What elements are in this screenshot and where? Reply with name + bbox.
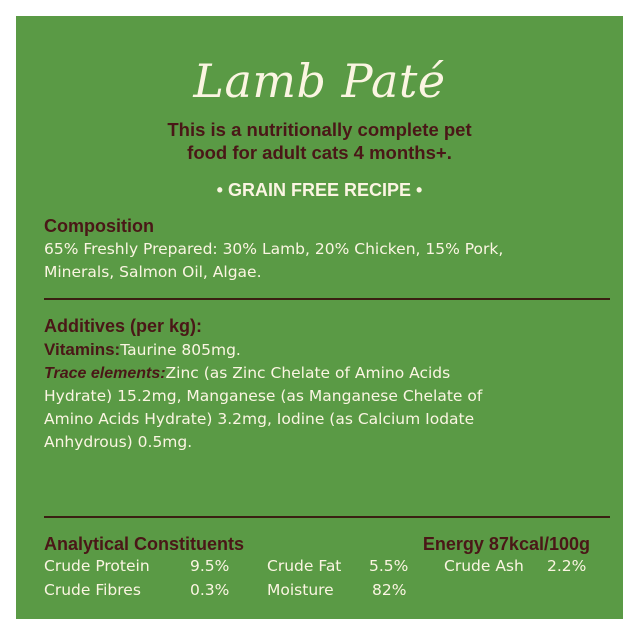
crude-ash-value: 2.2% bbox=[547, 557, 587, 575]
moisture-value: 82% bbox=[372, 581, 407, 599]
composition-text bbox=[44, 238, 503, 284]
energy-value: Energy 87kcal/100g bbox=[422, 534, 590, 554]
additives-heading: Additives (per kg): bbox=[44, 316, 203, 336]
crude-protein-value: 9.5% bbox=[190, 557, 230, 575]
crude-protein-label: Crude Protein bbox=[44, 557, 150, 575]
additives-text bbox=[44, 338, 482, 454]
trace-line-2: Hydrate) 15.2mg, Manganese (as Manganese Chelate of bbox=[44, 387, 483, 405]
composition-line-2: Minerals, Salmon Oil, Algae. bbox=[44, 263, 262, 281]
vitamins-line bbox=[44, 338, 482, 362]
trace-text-1: Zinc (as Zinc Chelate of Amino Acids bbox=[165, 364, 451, 382]
product-title: Lamb Paté bbox=[193, 54, 446, 108]
trace-line-1 bbox=[44, 362, 482, 385]
vitamins-label: Vitamins: bbox=[44, 340, 121, 359]
crude-ash-label: Crude Ash bbox=[444, 557, 524, 575]
intro-line-1: This is a nutritionally complete pet bbox=[167, 119, 472, 140]
analytical-heading: Analytical Constituents bbox=[44, 534, 245, 554]
divider-2 bbox=[44, 516, 610, 518]
trace-line-4: Anhydrous) 0.5mg. bbox=[44, 433, 193, 451]
grain-free-badge: • GRAIN FREE RECIPE • bbox=[216, 180, 423, 200]
intro-text bbox=[16, 118, 623, 164]
divider-1 bbox=[44, 298, 610, 300]
intro-line-2: food for adult cats 4 months+. bbox=[187, 142, 452, 163]
moisture-label: Moisture bbox=[267, 581, 334, 599]
crude-fibres-label: Crude Fibres bbox=[44, 581, 141, 599]
trace-line-3: Amino Acids Hydrate) 3.2mg, Iodine (as Calcium Iodate bbox=[44, 410, 475, 428]
crude-fibres-value: 0.3% bbox=[190, 581, 230, 599]
crude-fat-label: Crude Fat bbox=[267, 557, 342, 575]
crude-fat-value: 5.5% bbox=[369, 557, 409, 575]
product-label bbox=[16, 16, 623, 619]
vitamins-value: Taurine 805mg. bbox=[120, 341, 241, 359]
trace-label: Trace elements: bbox=[44, 365, 166, 382]
composition-line-1: 65% Freshly Prepared: 30% Lamb, 20% Chicken, 15% Pork, bbox=[44, 240, 504, 258]
composition-heading: Composition bbox=[44, 216, 154, 236]
